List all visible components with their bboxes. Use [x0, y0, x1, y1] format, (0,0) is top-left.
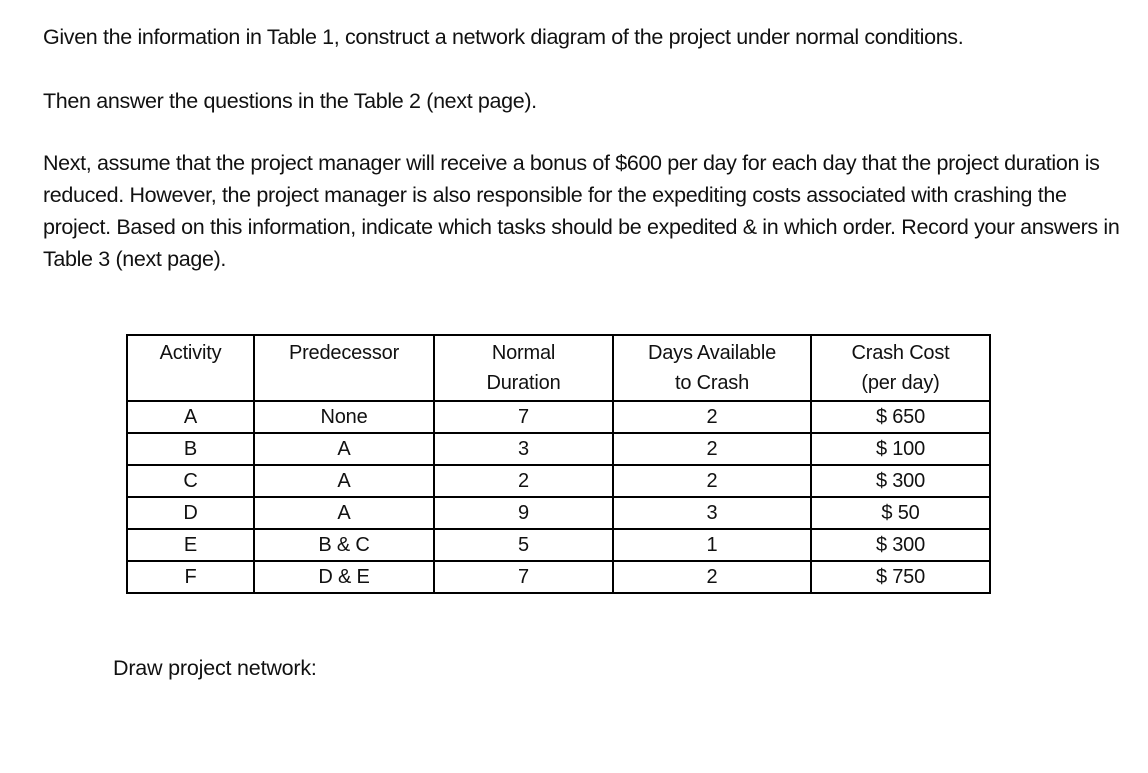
header-line: to Crash	[675, 372, 749, 394]
header-line: Activity	[159, 342, 222, 364]
cell-predecessor: D & E	[254, 561, 434, 593]
cell-predecessor: A	[254, 465, 434, 497]
network-drawing-area	[43, 695, 1103, 765]
cell-predecessor: A	[254, 433, 434, 465]
cell-activity: F	[127, 561, 254, 593]
cell-days-to-crash: 2	[613, 433, 811, 465]
cell-activity: D	[127, 497, 254, 529]
header-days-available-to-crash	[613, 335, 811, 401]
instruction-paragraph-3: Next, assume that the project manager will receive a bonus of $600 per day for each day that the project duration is reduced. However, the project manager is also responsible for the expediting costs associated with crashing the project. Based on this information, indicate which tasks should be expedited & in which order. Record your answers in Table 3 (next page).	[43, 151, 1120, 271]
table-row	[127, 465, 990, 497]
header-crash-cost	[811, 335, 990, 401]
cell-normal-duration: 7	[434, 401, 613, 433]
header-line: Days Available	[647, 342, 777, 364]
header-line: (per day)	[861, 372, 940, 394]
cell-days-to-crash: 2	[613, 561, 811, 593]
cell-activity: A	[127, 401, 254, 433]
table-header-row	[127, 335, 990, 401]
cell-activity: B	[127, 433, 254, 465]
cell-days-to-crash: 1	[613, 529, 811, 561]
header-activity	[127, 335, 254, 401]
cell-crash-cost: $ 300	[811, 465, 990, 497]
cell-normal-duration: 2	[434, 465, 613, 497]
cell-activity: E	[127, 529, 254, 561]
cell-days-to-crash: 2	[613, 401, 811, 433]
cell-normal-duration: 7	[434, 561, 613, 593]
cell-crash-cost: $ 650	[811, 401, 990, 433]
cell-days-to-crash: 2	[613, 465, 811, 497]
table-row	[127, 433, 990, 465]
table-row	[127, 401, 990, 433]
cell-normal-duration: 5	[434, 529, 613, 561]
header-line: Duration	[486, 372, 561, 394]
table-row	[127, 561, 990, 593]
header-normal-duration	[434, 335, 613, 401]
draw-network-label: Draw project network:	[113, 656, 317, 680]
cell-activity: C	[127, 465, 254, 497]
table-row	[127, 529, 990, 561]
cell-predecessor: A	[254, 497, 434, 529]
cell-crash-cost: $ 100	[811, 433, 990, 465]
table-row	[127, 497, 990, 529]
cell-crash-cost: $ 300	[811, 529, 990, 561]
header-predecessor	[254, 335, 434, 401]
cell-normal-duration: 9	[434, 497, 613, 529]
instruction-paragraph-2: Then answer the questions in the Table 2 (next page).	[43, 89, 537, 113]
cell-normal-duration: 3	[434, 433, 613, 465]
cell-days-to-crash: 3	[613, 497, 811, 529]
cell-predecessor: B & C	[254, 529, 434, 561]
cell-predecessor: None	[254, 401, 434, 433]
cell-crash-cost: $ 750	[811, 561, 990, 593]
header-line: Predecessor	[288, 342, 400, 364]
cell-crash-cost: $ 50	[811, 497, 990, 529]
header-line: Normal	[491, 342, 556, 364]
header-line: Crash Cost	[851, 342, 950, 364]
instruction-paragraph-1: Given the information in Table 1, construct a network diagram of the project under normal conditions.	[43, 25, 964, 49]
activity-table	[126, 334, 991, 594]
